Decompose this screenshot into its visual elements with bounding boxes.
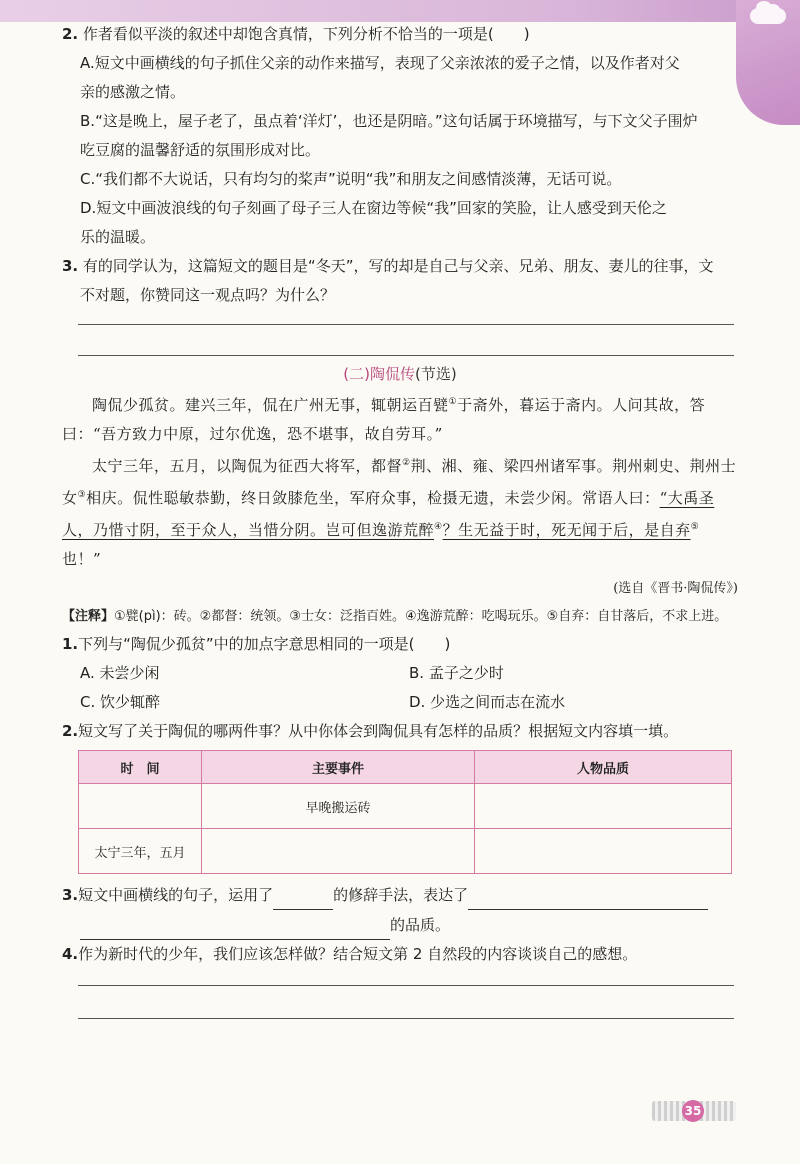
fill-in-table <box>78 750 732 874</box>
fill-blank[interactable] <box>468 880 708 910</box>
table-cell[interactable] <box>475 784 732 829</box>
passage-question-3: 3.短文中画横线的句子，运用了 的修辞手法，表达了 <box>62 880 738 910</box>
question-2: 2. 作者看似平淡的叙述中却饱含真情，下列分析不恰当的一项是( ) <box>62 25 530 43</box>
page-number: 35 <box>682 1100 704 1122</box>
p1-options-row-2: C. 饮少辄醉 D. 少选之间而志在流水 <box>80 693 566 711</box>
page-content <box>62 20 738 1019</box>
passage-question-3-cont: 的品质。 <box>62 910 738 940</box>
table-header: 人物品质 <box>475 751 732 784</box>
q2-option-d: D.短文中画波浪线的句子刻画了母子三人在窗边等候“我”回家的笑脸，让人感受到天伦之 乐的温暖。 <box>80 199 667 246</box>
q2-option-c: C.“我们都不大说话，只有均匀的桨声”说明“我”和朋友之间感情淡薄，无话可说。 <box>80 170 622 188</box>
passage-source: (选自《晋书·陶侃传》) <box>613 581 738 596</box>
question-3: 3. 有的同学认为，这篇短文的题目是“冬天”，写的却是自己与父亲、兄弟、朋友、妻儿的往事，文 <box>62 257 714 275</box>
passage-question-2: 2.短文写了关于陶侃的哪两件事？从中你体会到陶侃具有怎样的品质？根据短文内容填一填。 <box>62 722 679 740</box>
q2-option-b: B.“这是晚上，屋子老了，虽点着‘洋灯’，也还是阴暗。”这句话属于环境描写，与下文父子围炉 吃豆腐的温馨舒适的氛围形成对比。 <box>80 112 698 159</box>
table-row <box>79 829 732 874</box>
section-title: (二)陶侃传(节选) <box>343 365 457 383</box>
corner-decor <box>736 0 800 125</box>
answer-line[interactable] <box>78 1018 734 1019</box>
question-3-cont: 不对题，你赞同这一观点吗？为什么？ <box>80 286 336 304</box>
page-number-badge <box>652 1101 736 1121</box>
table-cell: 太宁三年，五月 <box>79 829 202 874</box>
table-cell[interactable] <box>475 829 732 874</box>
passage-question-1: 1.下列与“陶侃少孤贫”中的加点字意思相同的一项是( ) <box>62 635 451 653</box>
table-row <box>79 784 732 829</box>
passage-paragraph-2: 太宁三年，五月，以陶侃为征西大将军，都督②荆、湘、雍、梁四州诸军事。荆州刺史、荆州士女③相庆。侃性聪敏恭勤，终日敛膝危坐，军府众事，检摄无遗，未尝少闲。常语人曰：“大禹圣人，乃惜寸阴，至于众人，当惜分阴。岂可但逸游荒醉④？生无益于时，死无闻于后，是自弃⑤也！” <box>62 457 737 568</box>
table-cell: 早晚搬运砖 <box>202 784 475 829</box>
table-cell[interactable] <box>79 784 202 829</box>
passage-question-4: 4.作为新时代的少年，我们应该怎样做？结合短文第 2 自然段的内容谈谈自己的感想。 <box>62 945 638 963</box>
table-header: 主要事件 <box>202 751 475 784</box>
table-header: 时 间 <box>79 751 202 784</box>
p1-options-row-1: A. 未尝少闲 B. 孟子之少时 <box>80 664 504 682</box>
cloud-icon <box>750 8 786 24</box>
passage-paragraph-1: 陶侃少孤贫。建兴三年，侃在广州无事，辄朝运百甓①于斋外，暮运于斋内。人问其故，答曰：“吾方致力中原，过尔优逸，恐不堪事，故自劳耳。” <box>62 396 706 443</box>
fill-blank[interactable] <box>80 910 390 940</box>
underlined-sentence: “大禹圣人，乃惜寸阴，至于众人，当惜分阴。岂可但逸游荒醉 <box>62 489 715 539</box>
q2-option-a: A.短文中画横线的句子抓住父亲的动作来描写，表现了父亲浓浓的爱子之情，以及作者对父 亲的感激之情。 <box>80 54 680 101</box>
annotations: 【注释】①甓(pì)：砖。②都督：统领。③士女：泛指百姓。④逸游荒醉：吃喝玩乐。⑤自弃：自甘落后，不求上进。 <box>62 609 728 624</box>
fill-blank[interactable] <box>273 880 333 910</box>
top-decor-band <box>0 0 800 22</box>
table-cell[interactable] <box>202 829 475 874</box>
answer-line[interactable] <box>78 355 734 356</box>
